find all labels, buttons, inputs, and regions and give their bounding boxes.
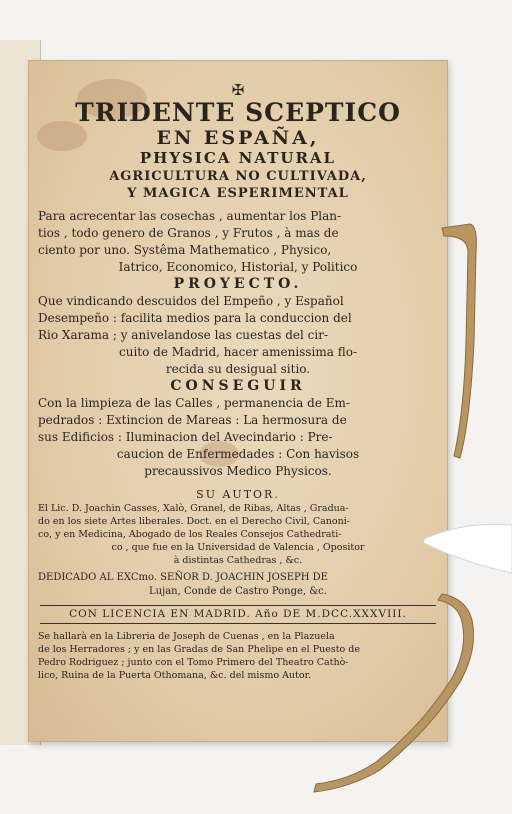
text-line: caucion de Enfermedades : Con havisos [116,447,360,461]
conseguir-paragraph [38,395,438,480]
text-line: precaussivos Medico Physicos. [144,464,332,478]
text-line: pedrados : Extincion de Mareas : La hermosura de [38,413,347,427]
author-heading: SU AUTOR. [196,488,280,501]
text-line: lico, Ruina de la Puerta Othomana, &c. del mismo Autor. [38,670,312,681]
divider-rule [40,605,436,606]
text-line: DEDICADO AL EXCmo. SEÑOR D. JOACHIN JOSEPH DE [38,572,328,583]
text-line: Que vindicando descuidos del Empeño , y Español [38,294,344,308]
book-title: TRIDENTE SCEPTICO [75,98,401,127]
cross-ornament: ✠ [231,81,245,99]
proyecto-paragraph [38,293,438,378]
leather-tie-top [440,222,484,462]
text-line: co, y en Medicina, Abogado de los Reales Consejos Cathedrati- [38,529,342,540]
heading-line-3: AGRICULTURA NO CULTIVADA, [109,169,367,184]
heading-line-1: EN ESPAÑA, [156,127,320,149]
text-line: Para acrecentar las cosechas , aumentar los Plan- [38,209,342,223]
text-line: recida su desigual sitio. [165,362,311,376]
text-line: sus Edificios : Iluminacion del Avecindario : Pre- [38,430,333,444]
text-line: Lujan, Conde de Castro Ponge, &c. [149,586,327,597]
text-line: Rio Xarama ; y anivelandose las cuestas del cir- [38,328,329,342]
text-line: Desempeño : facilita medios para la conduccion del [38,311,352,325]
text-line: à distintas Cathedras , &c. [173,555,303,566]
text-line: El Lic. D. Joachin Casses, Xalò, Granel, de Ribas, Altas , Gradua- [38,503,349,514]
dedication [38,571,438,599]
text-line: tios , todo genero de Granos , y Frutos , à mas de [38,226,339,240]
text-line: cuito de Madrid, hacer amenissima flo- [119,345,357,359]
divider-rule [40,623,436,624]
imprint-paragraph [38,630,438,682]
author-paragraph [38,502,438,567]
conseguir-heading: CONSEGUIR [170,378,306,394]
text-line: do en los siete Artes liberales. Doct. en el Derecho Civil, Canoni- [38,516,350,527]
text-line: Pedro Rodriguez ; junto con el Tomo Primero del Theatro Cathò- [38,657,349,668]
license-line: CON LICENCIA EN MADRID. Año DE M.DCC.XXXVIII. [69,608,407,620]
text-line: Se hallarà en la Libreria de Joseph de Cuenas , en la Plazuela [38,631,335,642]
text-line: co , que fue en la Universidad de Valencia , Opositor [111,542,365,553]
text-line: ciento por uno. Systêma Mathematico , Physico, [38,243,332,257]
heading-line-4: Y MAGICA ESPERIMENTAL [127,186,349,201]
text-line: Con la limpieza de las Calles , permanencia de Em- [38,396,350,410]
heading-line-2: PHYSICA NATURAL [139,149,337,167]
proyecto-heading: PROYECTO. [173,276,303,292]
intro-paragraph [38,208,438,276]
text-line: de los Herradores ; y en las Gradas de San Phelipe en el Puesto de [38,644,360,655]
title-page-text [38,82,438,682]
text-line: Iatrico, Economico, Historial, y Politico [118,260,358,274]
